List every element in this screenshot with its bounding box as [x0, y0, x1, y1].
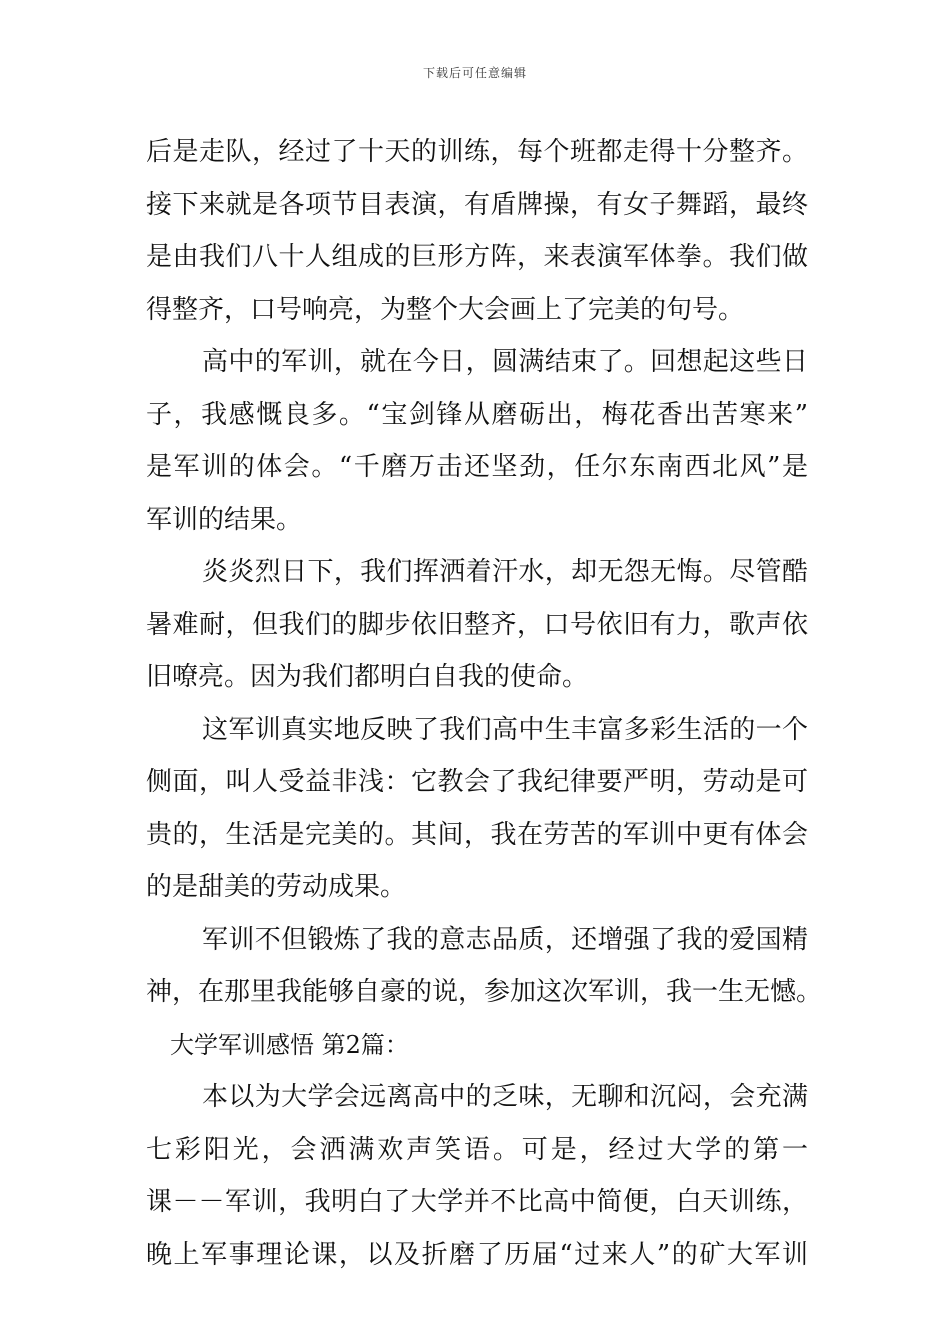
section-heading: 大学军训感悟 第2篇： — [170, 1030, 409, 1059]
paragraph-first-line: 这军训真实地反映了我们高中生丰富多彩生活的一个 — [202, 714, 808, 745]
paragraph-first-line: 军训不但锻炼了我的意志品质，还增强了我的爱国精 — [202, 924, 808, 955]
text-line: 侧面，叫人受益非浅：它教会了我纪律要严明，劳动是可 — [146, 767, 808, 797]
text-line: 课－－军训，我明白了大学并不比高中简便，白天训练， — [146, 1187, 808, 1217]
text-line: 贵的，生活是完美的。其间，我在劳苦的军训中更有体会 — [146, 819, 808, 850]
text-line: 是军训的体会。“千磨万击还坚劲，任尔东南西北风”是 — [146, 452, 808, 482]
text-line: 是由我们八十人组成的巨形方阵，来表演军体拳。我们做 — [146, 242, 808, 272]
text-line: 暑难耐，但我们的脚步依旧整齐，口号依旧有力，歌声依 — [146, 609, 808, 640]
text-line: 军训的结果。 — [146, 504, 303, 535]
text-line: 晚上军事理论课，以及折磨了历届“过来人”的矿大军训 — [146, 1239, 808, 1270]
text-line: 的是甜美的劳动成果。 — [146, 872, 407, 902]
text-line: 旧嘹亮。因为我们都明白自我的使命。 — [146, 662, 589, 692]
text-line: 后是走队，经过了十天的训练，每个班都走得十分整齐。 — [146, 137, 808, 167]
text-line: 接下来就是各项节目表演，有盾牌操，有女子舞蹈，最终 — [146, 189, 808, 220]
text-line: 七彩阳光，会洒满欢声笑语。可是，经过大学的第一 — [146, 1134, 808, 1165]
page-header: 下载后可任意编辑 — [422, 66, 527, 80]
text-line: 得整齐，口号响亮，为整个大会画上了完美的句号。 — [146, 294, 745, 325]
document-body — [146, 126, 823, 1281]
text-line: 神，在那里我能够自豪的说，参加这次军训，我一生无憾。 — [146, 977, 823, 1007]
paragraph-first-line: 高中的军训，就在今日，圆满结束了。回想起这些日 — [202, 347, 808, 377]
text-line: 子，我感慨良多。“宝剑锋从磨砺出，梅花香出苦寒来” — [146, 399, 808, 430]
paragraph-first-line: 炎炎烈日下，我们挥洒着汗水，却无怨无悔。尽管酷 — [202, 557, 808, 587]
paragraph-first-line: 本以为大学会远离高中的乏味，无聊和沉闷，会充满 — [202, 1082, 808, 1112]
